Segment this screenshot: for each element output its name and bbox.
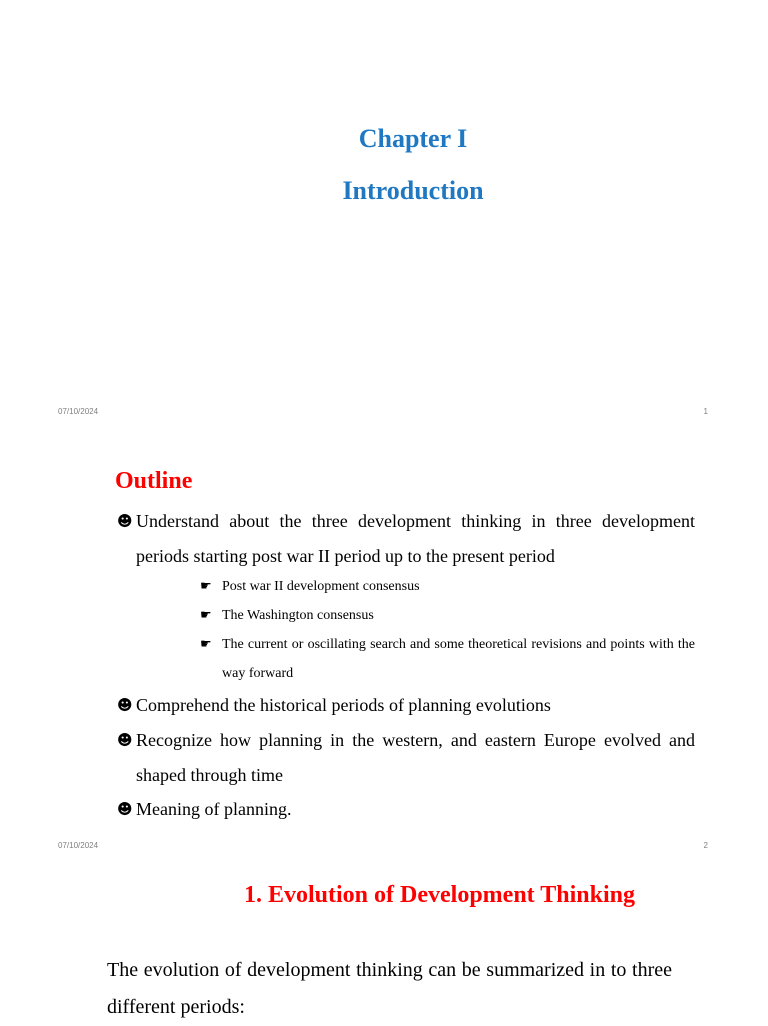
chapter-title: Chapter I [358,124,468,153]
pointing-hand-icon: ☛ [200,608,212,623]
outline-sub-bullet [200,630,695,688]
sub-bullet-text: The Washington consensus [222,608,374,623]
bullet-text: Understand about the three development thinking in three development periods starting post war II period up to the present period [136,511,695,566]
section-heading: 1. Evolution of Development Thinking [244,882,635,908]
sub-bullet-text: Post war II development consensus [222,579,420,594]
pointing-hand-icon: ☛ [200,579,212,594]
slide-3 [0,864,768,1024]
chapter-subtitle: Introduction [342,176,484,205]
smiley-bullet-icon: ☻ [117,512,133,530]
outline-bullet [117,723,695,793]
outline-heading: Outline [115,468,193,494]
bullet-text: Comprehend the historical periods of planning evolutions [136,695,551,715]
slide-1 [0,0,768,430]
body-paragraph: The evolution of development thinking can be summarized in to three different periods: [107,959,672,1018]
smiley-bullet-icon: ☻ [117,696,133,714]
outline-sub-bullet [200,601,695,630]
outline-bullet [117,504,695,574]
slide-date: 07/10/2024 [58,407,99,416]
smiley-bullet-icon: ☻ [117,731,133,749]
bullet-text: Recognize how planning in the western, and eastern Europe evolved and shaped through time [136,730,695,785]
outline-sub-bullet [200,572,695,601]
pointing-hand-icon: ☛ [200,637,212,652]
slide-number: 1 [703,407,708,416]
slide-2 [0,430,768,864]
outline-bullet [117,792,695,827]
sub-bullet-text: The current or oscillating search and some theoretical revisions and points with the way forward [222,637,695,681]
outline-bullet [117,688,695,723]
smiley-bullet-icon: ☻ [117,800,133,818]
slide-date: 07/10/2024 [58,841,99,850]
slide-number: 2 [703,841,708,850]
bullet-text: Meaning of planning. [136,799,292,819]
